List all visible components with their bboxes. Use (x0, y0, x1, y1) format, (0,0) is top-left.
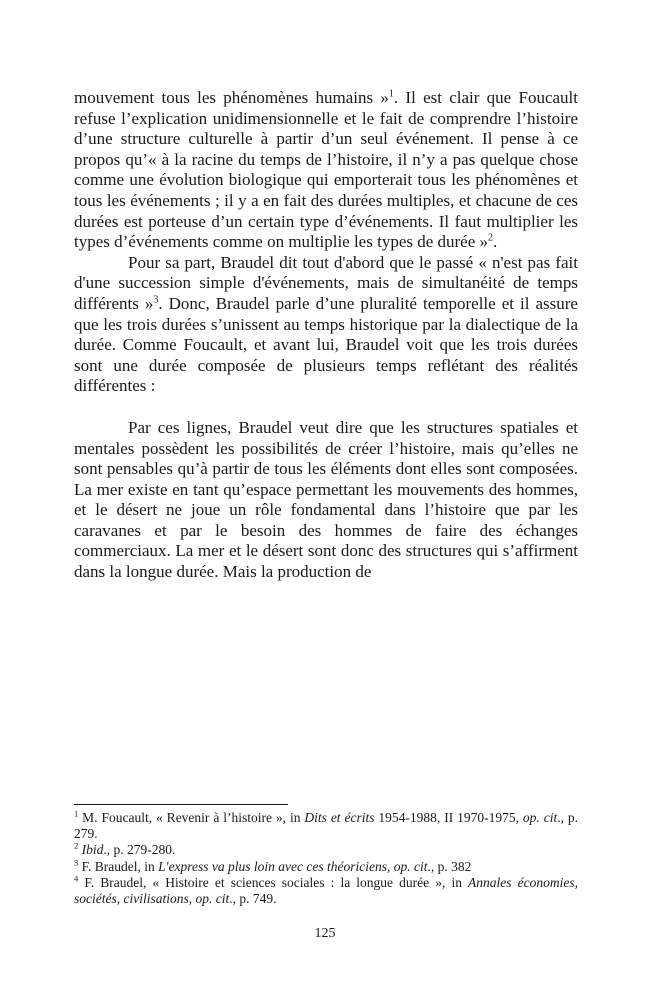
footnote-1 (74, 810, 578, 842)
footnote-title: Annales économies, sociétés, civilisations (74, 874, 578, 907)
paragraph-3: Par ces lignes, Braudel veut dire que les structures spatiales et mentales possèdent les possibilités de créer l’histoire, mais qu’elles ne sont pensables qu’à partir de tous les éléments dont elles sont composées. La mer existe en tant qu’espace permettant les mouvements des hommes, et le désert ne joue un rôle fondamental dans l’histoire que par les caravanes et par le besoin des hommes de faire des échanges commerciaux. La mer et le désert sont donc des structures qui s’affirment dans la longue durée. Mais la production de (74, 417, 578, 582)
footnote-text: , (188, 891, 196, 907)
footnote-number: 4 (74, 873, 79, 884)
paragraph-2-text-cont: . Donc, Braudel parle d’une pluralité temporelle et il assure que les trois durées s’unissent au temps historique par la dialectique de la durée. Comme Foucault, et avant lui, Braudel voit que les trois durées sont une durée composée de plusieurs temps reflétant des réalités différentes : (74, 293, 578, 396)
footnote-number: 3 (74, 857, 79, 868)
footnote-title: Dits et écrits (304, 810, 375, 825)
footnote-4 (74, 875, 578, 907)
paragraph-1 (74, 88, 578, 253)
main-text (74, 88, 578, 583)
footnote-title: L'express va plus loin avec ces théoriciens (158, 858, 387, 874)
footnotes (74, 810, 578, 907)
footnote-ref-2[interactable]: 2 (488, 232, 494, 244)
paragraph-2-text: Pour sa part, Braudel dit tout d'abord que le passé « n'est pas fait d'une succession simple d'événements, mais de simultanéité de temps différents » (74, 252, 578, 313)
footnote-number: 2 (74, 840, 79, 851)
footnote-2 (74, 842, 578, 858)
footnote-text: ., p. 279. (74, 810, 578, 842)
footnote-text: M. Foucault, « Revenir à l’histoire », in (78, 810, 305, 825)
spacer (74, 398, 578, 418)
footnote-opcit: op. cit (393, 858, 428, 874)
paragraph-1-text: mouvement tous les phénomènes humains » (74, 88, 389, 107)
footnote-text: ., p. 279-280. (103, 842, 176, 858)
footnote-opcit: op. cit (195, 891, 230, 907)
footnote-ref-1[interactable]: 1 (388, 88, 394, 100)
footnote-text: , (387, 858, 394, 874)
footnote-text: ., p. 382 (427, 858, 472, 874)
paragraph-1-end: . (493, 232, 498, 252)
footnote-opcit: op. cit (522, 810, 558, 825)
footnote-ibid: Ibid (81, 842, 104, 858)
footnote-ref-3[interactable]: 3 (153, 294, 159, 306)
footnote-3 (74, 859, 578, 875)
footnote-number: 1 (74, 808, 79, 819)
page-number: 125 (314, 926, 336, 941)
paragraph-2 (74, 253, 578, 397)
paragraph-1-text-cont: . Il est clair que Foucault refuse l’explication unidimensionnelle et le fait de comprendre l’histoire d’une structure culturelle à partir d’un seul événement. Il pense à ce propos qu’« à la racine du temps de l’histoire, il n’y a pas quelque chose comme une évolution biologique qui emporterait tous les phénomènes et tous les événements ; il y a en fait des durées multiples, et chacune de ces durées est porteuse d’un certain type d’événements. Il faut multiplier les types d’événements comme on multiplie les types de durée » (74, 88, 578, 252)
footnote-text: F. Braudel, in (78, 858, 159, 874)
footnote-text: F. Braudel, « Histoire et sciences sociales : la longue durée », in (78, 874, 469, 890)
footnote-text: ., p. 749. (229, 891, 277, 907)
footnote-text: 1954-1988, II 1970-1975, (374, 810, 523, 825)
footnote-divider (74, 804, 288, 805)
